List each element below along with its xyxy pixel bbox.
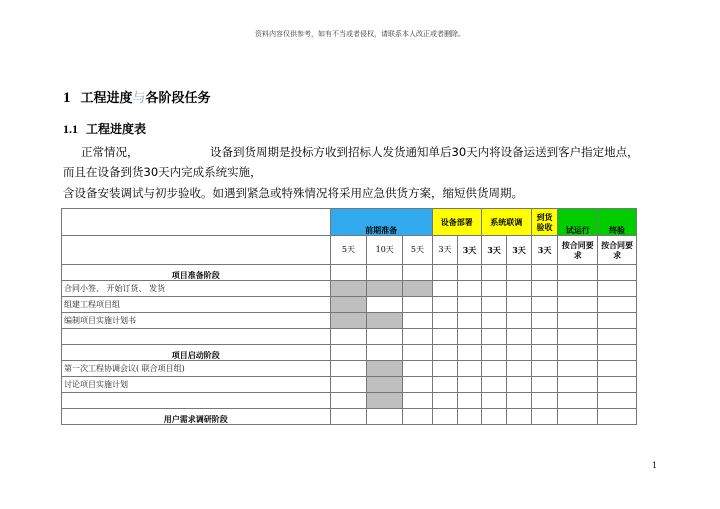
paragraph-line-1-lead: 正常情况， <box>81 145 139 159</box>
gantt-cell <box>367 345 403 361</box>
gantt-cell <box>403 409 433 425</box>
header-equip-deploy: 设备部署 <box>432 209 481 236</box>
gantt-shaded-cell <box>367 377 403 393</box>
gantt-cell <box>403 361 433 377</box>
gantt-cell <box>458 297 481 313</box>
phase-row <box>62 409 637 425</box>
gantt-cell <box>458 361 481 377</box>
gantt-cell <box>531 377 558 393</box>
header-note: 资料内容仅供参考，如有不当或者侵权，请联系本人改正或者删除。 <box>255 30 465 38</box>
gantt-cell <box>481 409 507 425</box>
gantt-cell <box>458 329 481 345</box>
gantt-cell <box>558 361 598 377</box>
gantt-cell <box>531 409 558 425</box>
gantt-cell <box>367 265 403 281</box>
gantt-cell <box>432 329 458 345</box>
gantt-cell <box>432 409 458 425</box>
gantt-cell <box>481 313 507 329</box>
gantt-cell <box>458 313 481 329</box>
task-label: 组建工程项目组 <box>62 297 331 313</box>
gantt-cell <box>558 329 598 345</box>
phase-label: 用户需求调研阶段 <box>62 409 331 425</box>
gantt-cell <box>531 345 558 361</box>
task-row <box>62 281 637 297</box>
task-label: 讨论项目实施计划 <box>62 377 331 393</box>
gantt-cell <box>432 281 458 297</box>
gantt-cell <box>598 265 637 281</box>
page-number: 1 <box>652 461 658 470</box>
gantt-cell <box>458 265 481 281</box>
task-label: 合同小签、 开始订货、 发货 <box>62 281 331 297</box>
gantt-cell <box>598 297 637 313</box>
header-trial-run: 试运行 <box>558 209 598 236</box>
gantt-cell <box>432 345 458 361</box>
gantt-cell <box>598 345 637 361</box>
gantt-cell <box>598 393 637 409</box>
paragraph-line-1-rest: 设备到货周期是投标方收到招标人发货通知单后30天内将设备运送到客户指定地点， <box>210 145 639 159</box>
gantt-cell <box>403 265 433 281</box>
phase-label: 项目启动阶段 <box>62 345 331 361</box>
heading-1-number: 1 <box>63 90 71 106</box>
gantt-shaded-cell <box>367 281 403 297</box>
gantt-shaded-cell <box>330 281 367 297</box>
gantt-cell <box>531 329 558 345</box>
heading-1-text-b: 各阶段任务 <box>145 91 211 106</box>
gantt-cell <box>403 329 433 345</box>
gantt-cell <box>558 377 598 393</box>
task-row <box>62 329 637 345</box>
gantt-cell <box>558 281 598 297</box>
duration-label-cell <box>62 236 331 265</box>
gantt-cell <box>403 345 433 361</box>
gantt-cell <box>432 393 458 409</box>
gantt-cell <box>432 297 458 313</box>
header-pre-prep: 前期准备 <box>330 209 432 236</box>
gantt-cell <box>330 409 367 425</box>
gantt-cell <box>598 313 637 329</box>
gantt-cell <box>481 281 507 297</box>
gantt-cell <box>558 393 598 409</box>
header-system-joint: 系统联调 <box>481 209 531 236</box>
gantt-cell <box>330 393 367 409</box>
gantt-shaded-cell <box>330 297 367 313</box>
paragraph-line-2: 而且在设备到货30天内完成系统实施， <box>63 165 262 179</box>
gantt-cell <box>507 281 532 297</box>
gantt-cell <box>507 329 532 345</box>
task-row <box>62 361 637 377</box>
gantt-cell <box>481 377 507 393</box>
heading-2 <box>63 120 146 137</box>
duration-cell: 按合同要求 <box>558 236 598 265</box>
gantt-cell <box>330 361 367 377</box>
header-final-accept: 终验 <box>598 209 637 236</box>
phase-row <box>62 265 637 281</box>
gantt-cell <box>507 265 532 281</box>
duration-cell: 3天 <box>507 236 532 265</box>
task-row <box>62 297 637 313</box>
duration-cell: 5天 <box>403 236 433 265</box>
heading-1-text-a: 工程进度 <box>80 91 133 106</box>
gantt-cell <box>432 377 458 393</box>
gantt-cell <box>432 361 458 377</box>
gantt-cell <box>330 265 367 281</box>
gantt-cell <box>330 345 367 361</box>
duration-cell: 3天 <box>432 236 458 265</box>
gantt-cell <box>458 377 481 393</box>
task-label: 编制项目实施计划书 <box>62 313 331 329</box>
table-corner-cell <box>62 209 331 236</box>
gantt-cell <box>432 313 458 329</box>
gantt-cell <box>598 281 637 297</box>
gantt-cell <box>330 329 367 345</box>
gantt-cell <box>558 313 598 329</box>
gantt-cell <box>458 393 481 409</box>
gantt-cell <box>531 297 558 313</box>
duration-cell: 5天 <box>330 236 367 265</box>
gantt-cell <box>367 329 403 345</box>
gantt-cell <box>531 393 558 409</box>
duration-cell: 3天 <box>458 236 481 265</box>
task-row <box>62 313 637 329</box>
gantt-cell <box>403 393 433 409</box>
table-header-row <box>62 209 637 236</box>
gantt-cell <box>330 377 367 393</box>
gantt-cell <box>403 377 433 393</box>
gantt-shaded-cell <box>367 361 403 377</box>
gantt-cell <box>458 409 481 425</box>
gantt-cell <box>403 313 433 329</box>
gantt-cell <box>531 361 558 377</box>
gantt-cell <box>507 297 532 313</box>
gantt-cell <box>558 409 598 425</box>
task-label: 第一次工程协调会议( 联合项目组) <box>62 361 331 377</box>
duration-cell: 3天 <box>531 236 558 265</box>
gantt-cell <box>507 377 532 393</box>
heading-2-number: 1.1 <box>63 122 78 136</box>
paragraph-line-1 <box>63 144 639 160</box>
duration-cell: 按合同要求 <box>598 236 637 265</box>
gantt-cell <box>598 361 637 377</box>
task-label <box>62 329 331 345</box>
gantt-cell <box>507 345 532 361</box>
duration-cell: 3天 <box>481 236 507 265</box>
heading-1 <box>63 87 211 107</box>
gantt-cell <box>558 265 598 281</box>
heading-2-text: 工程进度表 <box>86 122 147 136</box>
gantt-shaded-cell <box>330 313 367 329</box>
gantt-cell <box>481 345 507 361</box>
task-label <box>62 393 331 409</box>
gantt-cell <box>432 265 458 281</box>
gantt-cell <box>367 297 403 313</box>
gantt-cell <box>598 329 637 345</box>
gantt-cell <box>458 281 481 297</box>
gantt-cell <box>558 345 598 361</box>
gantt-cell <box>531 281 558 297</box>
gantt-cell <box>531 265 558 281</box>
schedule-table <box>61 208 637 425</box>
gantt-cell <box>558 297 598 313</box>
gantt-cell <box>481 393 507 409</box>
gantt-shaded-cell <box>367 393 403 409</box>
paragraph-line-3: 含设备安装调试与初步验收。如遇到紧急或特殊情况将采用应急供货方案，缩短供货周期。 <box>63 186 523 200</box>
duration-cell: 10天 <box>367 236 403 265</box>
task-row <box>62 393 637 409</box>
gantt-shaded-cell <box>367 313 403 329</box>
gantt-cell <box>481 329 507 345</box>
gantt-cell <box>367 409 403 425</box>
gantt-cell <box>403 297 433 313</box>
gantt-cell <box>507 409 532 425</box>
header-arrival-accept: 到货验收 <box>531 209 558 236</box>
gantt-cell <box>458 345 481 361</box>
gantt-cell <box>507 361 532 377</box>
gantt-cell <box>598 377 637 393</box>
gantt-cell <box>507 313 532 329</box>
heading-1-text-faded: 与 <box>132 91 146 106</box>
gantt-cell <box>507 393 532 409</box>
gantt-cell <box>481 297 507 313</box>
gantt-shaded-cell <box>403 281 433 297</box>
task-row <box>62 377 637 393</box>
gantt-cell <box>481 361 507 377</box>
phase-row <box>62 345 637 361</box>
gantt-cell <box>481 265 507 281</box>
phase-label: 项目准备阶段 <box>62 265 331 281</box>
gantt-cell <box>598 409 637 425</box>
table-duration-row <box>62 236 637 265</box>
gantt-cell <box>531 313 558 329</box>
